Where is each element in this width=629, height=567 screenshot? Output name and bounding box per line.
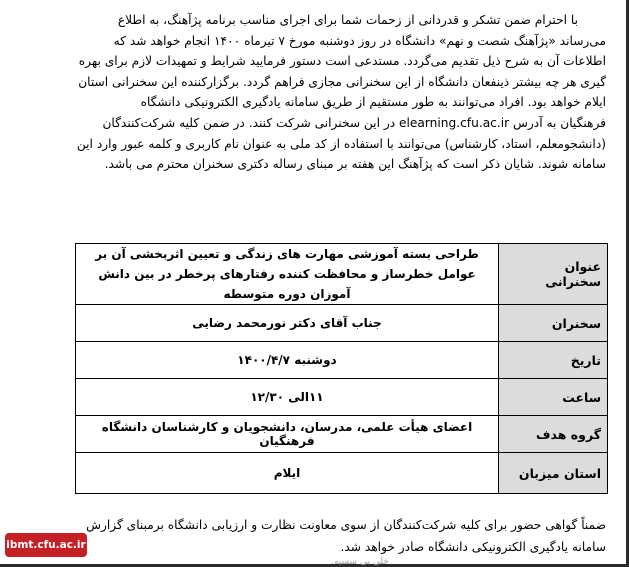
intro-line: ایلام خواهد بود. افراد می‌توانند به طور مستقیم از طریق سامانه یادگیری الکترونیکی دانشگاه (140, 95, 606, 110)
row-value-date: دوشنبه ۱۴۰۰/۴/۷ (76, 342, 499, 379)
table-row (76, 453, 608, 494)
footer-line: سامانه یادگیری الکترونیکی دانشگاه صادر خواهد شد. (340, 540, 606, 554)
intro-line: با احترام ضمن تشکر و قدردانی از زحمات شما برای اجرای مناسب برنامه پژآهنگ، به اطلاع (117, 13, 578, 27)
row-value-title: طراحی بسته آموزشی مهارت های زندگی و تعیین اثربخشی آن بر عوامل خطرساز و محافظت کننده رفتارهای پرخطر در بین دانش آموزان دوره متوسطه (76, 244, 499, 305)
row-label-speaker: سخنران (499, 305, 608, 342)
intro-line: می‌رساند «پژآهنگ شصت و نهم» دانشگاه در روز دوشنبه مورخ ۷ تیرماه ۱۴۰۰ انجام خواهد شد که (113, 33, 606, 48)
table-row (76, 342, 608, 379)
table-row (76, 305, 608, 342)
row-label-audience: گروه هدف (499, 416, 608, 453)
row-label-title: عنوان سخنرانی (499, 244, 608, 305)
intro-line: سامانه شوند. شایان ذکر است که پژآهنگ این هفته بر مبنای رساله دکتری سخنران محترم می باشد. (104, 157, 606, 172)
row-value-audience: اعضای هیأت علمی، مدرسان، دانشجویان و کارشناسان دانشگاه فرهنگیان (76, 416, 499, 453)
row-value-time: ۱۱الی ۱۲/۳۰ (76, 379, 499, 416)
lecture-info-table (75, 243, 608, 494)
intro-line: گیری هر چه بیشتر ذینفعان دانشگاه از این سخنرانی مجازی فراهم گردد. برگزارکننده این سخنرانی استان (78, 74, 606, 89)
footer-line: ضمناً گواهی حضور برای کلیه شرکت‌کنندگان از سوی معاونت نظارت و ارزیابی دانشگاه برمبنای گزارش (86, 518, 606, 532)
row-value-host-province: ایلام (76, 453, 499, 494)
row-label-date: تاریخ (499, 342, 608, 379)
table-row (76, 244, 608, 305)
row-label-time: ساعت (499, 379, 608, 416)
intro-line: (دانشجومعلم، استاد، کارشناس) می‌توانند با استفاده از کد ملی به عنوان نام کاربری و کلمه عبور وارد این (76, 136, 606, 151)
site-watermark-text: ibmt.cfu.ac.ir (6, 539, 86, 551)
footer-paragraph (18, 514, 606, 558)
intro-paragraph (18, 10, 606, 175)
cut-off-text: خلی بی سسیه. (331, 557, 389, 567)
intro-line: اطلاعات آن به شرح ذیل تقدیم می‌گردد. مستدعی است دستور فرمایید شرایط و تمهیدات لازم برای بهره (78, 54, 606, 69)
table-row (76, 416, 608, 453)
intro-line: فرهنگیان به آدرس elearning.cfu.ac.ir در این سخنرانی شرکت کنند. در ضمن کلیه شرکت‌کنندگان (102, 115, 606, 130)
row-label-host-province: استان میزبان (499, 453, 608, 494)
site-watermark-badge[interactable] (5, 533, 87, 557)
row-value-speaker: جناب آقای دکتر نورمحمد رضایی (76, 305, 499, 342)
table-row (76, 379, 608, 416)
